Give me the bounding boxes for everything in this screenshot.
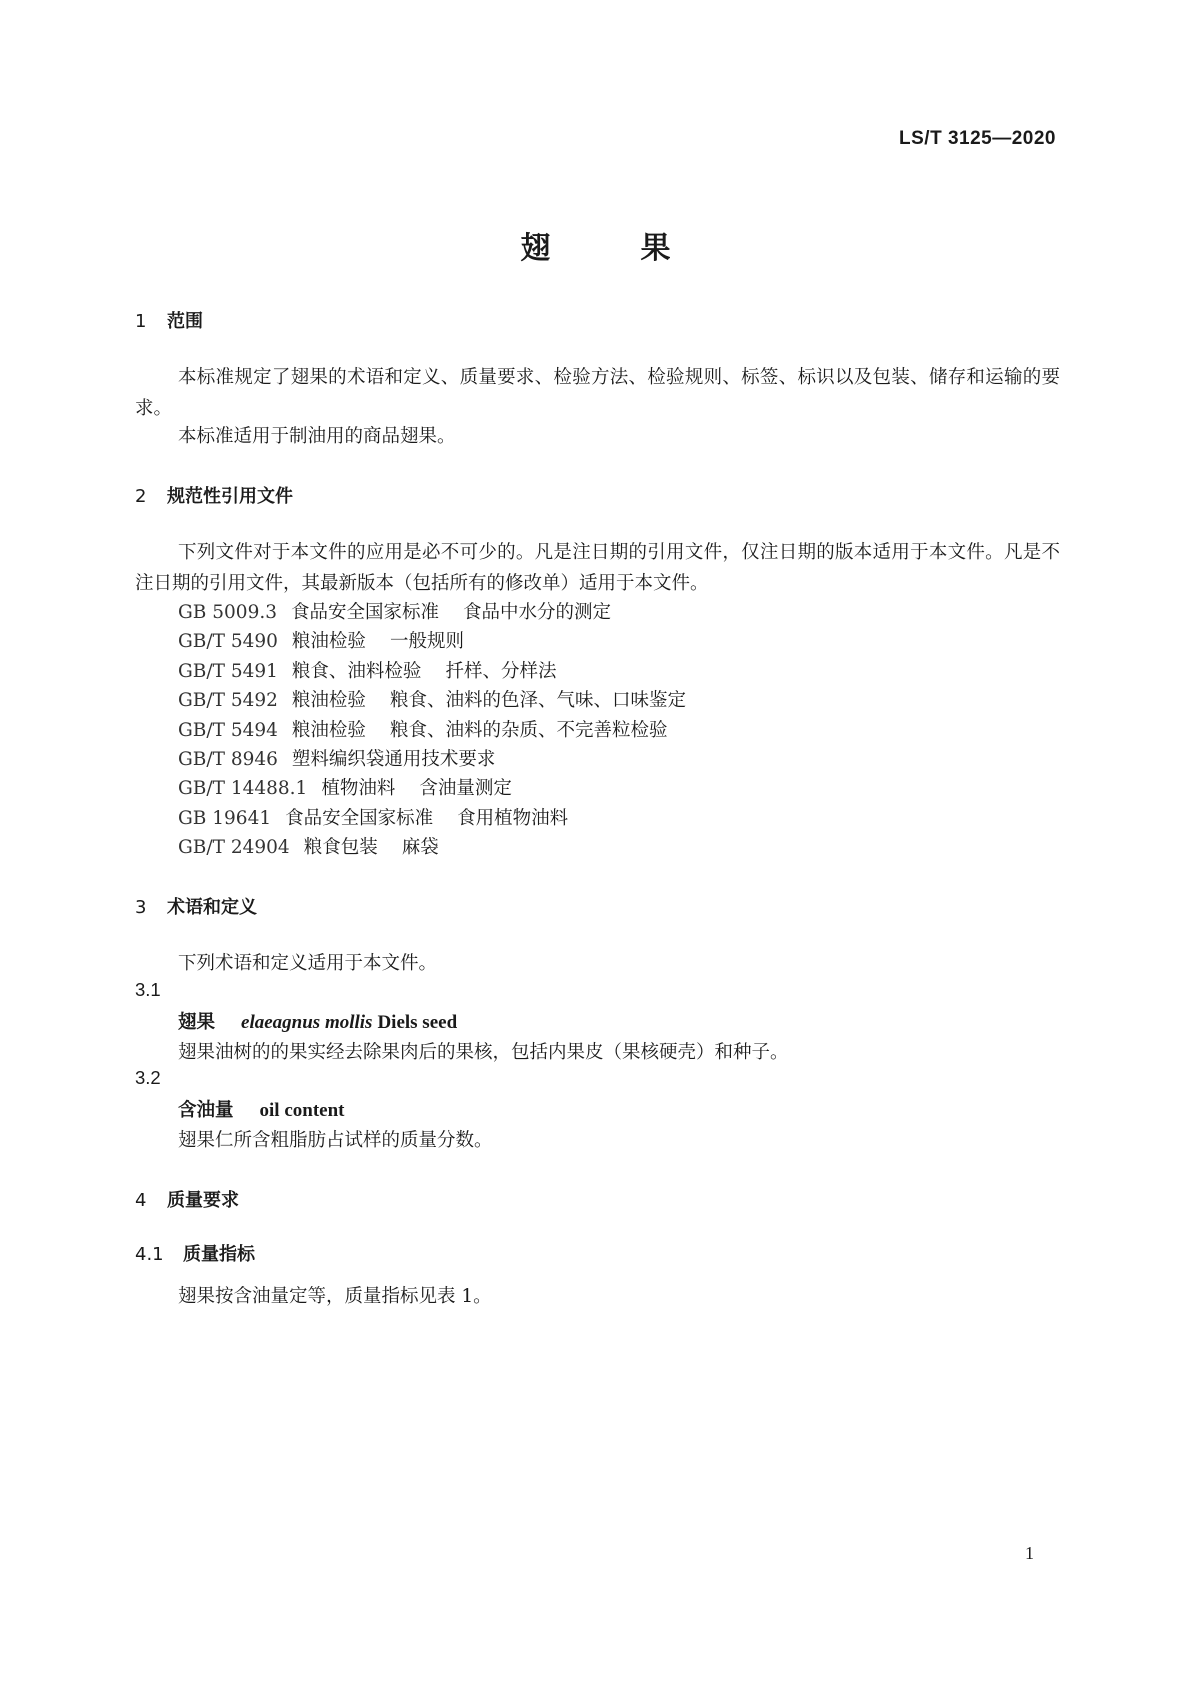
reference-code: GB 19641 <box>178 808 272 829</box>
section-number: 4 <box>135 1190 147 1211</box>
term-number: 3.2 <box>135 1067 161 1088</box>
reference-title-part: 粮食包装 <box>303 837 378 858</box>
reference-title-part: 塑料编织袋通用技术要求 <box>291 749 496 770</box>
term-name-en: Diels seed <box>377 1012 458 1033</box>
section-title: 术语和定义 <box>167 897 257 918</box>
quality-indicators-text: 翅果按含油量定等，质量指标见表 1。 <box>178 1286 492 1307</box>
reference-title-part: 食品安全国家标准 <box>285 808 434 829</box>
standard-code: LS/T 3125—2020 <box>899 128 1056 149</box>
subsection-number: 4.1 <box>135 1244 164 1265</box>
page-number: 1 <box>1025 1543 1034 1563</box>
section-heading-scope <box>135 307 203 333</box>
reference-title-part: 麻袋 <box>401 837 439 858</box>
term-number: 3.1 <box>135 979 161 1000</box>
subsection-heading-quality-indicators <box>135 1240 255 1266</box>
reference-code: GB/T 14488.1 <box>178 778 308 799</box>
reference-item <box>178 598 611 624</box>
term-entry <box>178 1096 344 1122</box>
reference-code: GB/T 5494 <box>178 720 278 741</box>
term-name-zh: 含油量 <box>178 1100 234 1121</box>
terms-intro: 下列术语和定义适用于本文件。 <box>178 953 438 974</box>
reference-code: GB/T 5490 <box>178 631 278 652</box>
section-title: 规范性引用文件 <box>167 486 293 507</box>
reference-item <box>178 774 512 800</box>
section-number: 2 <box>135 486 147 507</box>
reference-item <box>178 833 439 859</box>
reference-item <box>178 657 556 683</box>
reference-item <box>178 686 686 712</box>
reference-title-part: 一般规则 <box>389 631 464 652</box>
reference-item <box>178 716 667 742</box>
reference-title-part: 植物油料 <box>321 778 396 799</box>
reference-code: GB/T 5492 <box>178 690 278 711</box>
reference-title-part: 食品安全国家标准 <box>291 602 440 623</box>
reference-title-part: 粮油检验 <box>291 690 366 711</box>
reference-title-part: 粮食、油料检验 <box>291 661 422 682</box>
reference-title-part: 含油量测定 <box>419 778 512 799</box>
term-name-en: oil content <box>259 1100 345 1121</box>
reference-item <box>178 804 568 830</box>
reference-title-part: 粮油检验 <box>291 720 366 741</box>
scope-paragraph-2: 本标准适用于制油用的商品翅果。 <box>178 426 456 447</box>
term-entry <box>178 1008 457 1034</box>
reference-code: GB/T 24904 <box>178 837 290 858</box>
section-heading-normative-references <box>135 482 293 508</box>
reference-code: GB/T 5491 <box>178 661 278 682</box>
reference-title-part: 粮油检验 <box>291 631 366 652</box>
term-definition: 翅果油树的的果实经去除果肉后的果核，包括内果皮（果核硬壳）和种子。 <box>178 1042 789 1063</box>
term-name-en-italic: elaeagnus mollis <box>241 1012 373 1033</box>
references-intro: 下列文件对于本文件的应用是必不可少的。凡是注日期的引用文件，仅注日期的版本适用于本文件。凡是不注日期的引用文件，其最新版本（包括所有的修改单）适用于本文件。 <box>135 542 1060 594</box>
section-title: 质量要求 <box>167 1190 239 1211</box>
reference-title-part: 粮食、油料的色泽、气味、口味鉴定 <box>389 690 686 711</box>
reference-code: GB 5009.3 <box>178 602 277 623</box>
subsection-title: 质量指标 <box>183 1244 255 1265</box>
document-title: 翅果 <box>520 231 761 266</box>
term-name-zh: 翅果 <box>178 1012 216 1033</box>
reference-title-part: 食用植物油料 <box>457 808 569 829</box>
scope-paragraph-1: 本标准规定了翅果的术语和定义、质量要求、检验方法、检验规则、标签、标识以及包装、储存和运输的要求。 <box>135 367 1060 419</box>
section-heading-quality-requirements <box>135 1186 239 1212</box>
reference-title-part: 食品中水分的测定 <box>463 602 612 623</box>
section-title: 范围 <box>167 311 203 332</box>
section-heading-terms <box>135 893 257 919</box>
reference-item <box>178 627 464 653</box>
reference-title-part: 粮食、油料的杂质、不完善粒检验 <box>389 720 668 741</box>
term-definition: 翅果仁所含粗脂肪占试样的质量分数。 <box>178 1130 493 1151</box>
reference-code: GB/T 8946 <box>178 749 278 770</box>
section-number: 3 <box>135 897 147 918</box>
reference-item <box>178 745 495 771</box>
reference-title-part: 扦样、分样法 <box>445 661 557 682</box>
section-number: 1 <box>135 311 147 332</box>
